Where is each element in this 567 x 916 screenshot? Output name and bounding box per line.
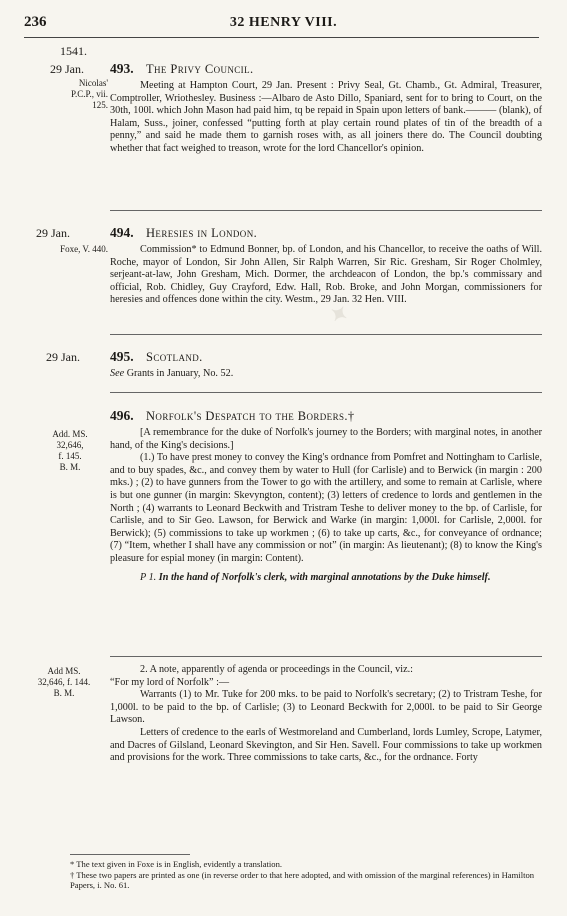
entry-paragraph: Meeting at Hampton Court, 29 Jan. Present : Privy Seal, Gt. Chamb., Gt. Admiral, Treasurer, Comptroller, Wriothesley. Business :—Albaro de Asto Dillo, Spaniard, sent for to bring to Court, on the 30th, 100l. which John Mason had paid him, tq be repaid in Spain upon letters of bank.——— (blank), of Halam, Suss., joiner, confessed “putting forth at play certain round plates of tin of the breadth of a penny,” and said he made them to garnish roses with, as all joiners there do. The Council doubting whether that fact weighed to treason, wrote for the lord Chancellor's opinion. [110,80,542,154]
entry-number: 495. [110,349,134,364]
entry-body [110,368,542,381]
entry-date: 29 Jan. [50,62,84,76]
part-separator [110,656,542,657]
p1-text: In the hand of Norfolk's clerk, with marginal annotations by the Duke himself. [158,571,491,583]
entry-paragraph: Commission* to Edmund Bonner, bp. of London, and his Chancellor, to receive the oaths of Will. Roche, mayor of London, Sir John Allen, Sir Ralph Warren, Sir Ric. Gresham, Sir Roger Cholmley, serjeant-at-law, John Gresham, Mich. Dormer, the archdeacon of London, the bp.'s commissary and official, Rob. Chidley, Guy Crayford, Edw. Hall, Rob. Broke, and John Morgan, commissioners for heresies and offences done within the city. Westm., 29 Jan. 32 Hen. VIII. [110,244,542,306]
year-label: 1541. [60,44,87,58]
entry-reference: Add MS. 32,646, f. 144. B. M. [37,666,91,698]
entry-number: 494. [110,225,134,240]
entry-date: 29 Jan. [36,226,70,240]
p1-label: P 1. [140,571,157,583]
cross-reference: Grants in January, No. 52. [126,368,234,379]
entry-body [110,427,542,584]
entry-separator [110,210,542,211]
see-prefix: See [110,368,125,379]
entry-reference: Foxe, V. 440. [60,244,108,254]
entry-title: Norfolk's Despatch to the Borders.† [146,409,355,423]
header-rule [24,37,539,38]
entry-date: 29 Jan. [46,350,80,364]
entry-number: 493. [110,61,134,76]
part-2-heading: 2. A note, apparently of agenda or proceedings in the Council, viz.: [140,664,414,675]
page-number: 236 [24,14,47,30]
entry-body [110,664,542,765]
entry-intro: [A remembrance for the duke of Norfolk's journey to the Borders; with marginal notes, in another hand, of the King's decisions.] [110,427,542,451]
running-head: 32 HENRY VIII. [229,15,338,30]
entry-reference: Add. MS. 32,646, f. 145. B. M. [52,429,88,472]
entry-body [110,80,542,156]
part-2-warrants: Warrants (1) to Mr. Tuke for 200 mks. to be paid to Norfolk's secretary; (2) to Tristram Teshe, for 1,000l. to be paid to the bp. of Carlisle; (3) to Leonard Beckwith for 2,000l. to be paid to Sir George Lawson. [110,689,542,726]
entry-title: The Privy Council. [146,62,254,76]
footnotes [70,859,550,891]
p1-note [110,572,542,585]
page-header [0,14,567,34]
part-2-letters: Letters of credence to the earls of Westmoreland and Cumberland, lords Lumley, Scrope, Latymer, and Dacres of Gilsland, Leonard Skevington, and Sir Hen. Savell. Four commissions to take up workmen and provisions for the work. Three commissions to take carts, &c., for the ordnance. Forty [110,726,542,764]
footnote-2: † These two papers are printed as one (in reverse order to that here adopted, and with omission of the marginal references) in Hamilton Papers, i. No. 61. [70,869,535,891]
entry-items: (1.) To have prest money to convey the King's ordnance from Pomfret and Nottingham to Carlisle, and to buy spades, &c., and convey them by water to Hull (for Carlisle) and to Berwick (in margin : 200 mks.) ; (2) to have gunners from the Tower to go with the artillery, and some to remain at Carlisle, where is but one gunner (in margin: Skevyngton, content); (3) letters of credence to lords and gentlemen in the North ; (4) warrants to Leonard Beckwith and Tristram Teshe to deliver money to the bp. of Carlisle, for Carlisle, and to Sir Geo. Lawson, for Berwick and Warke (in margin: 1,000l. for Carlisle, 2,000l. for Berwick); (5) commissions to take up workmen ; (6) to take up carts, &c., for conveyance of ordnance; (7) “Item, whether I shall have any commission or not” (in margin: As lieutenant); (8) to know the King's pleasure for espial money (in margin: Content). [110,452,542,564]
entry-number: 496. [110,408,134,423]
entry-title: Scotland. [146,350,203,364]
entry-body [110,244,542,307]
entry-title: Heresies in London. [146,226,258,240]
entry-separator [110,392,542,393]
part-2-quote: “For my lord of Norfolk” :— [110,676,230,688]
footnote-rule [70,854,190,855]
footnote-1: * The text given in Foxe is in English, evidently a translation. [70,859,283,869]
entry-reference: Nicolas' P.C.P., vii. 125. [70,78,108,110]
library-watermark: ✦ [324,297,357,329]
entry-paragraph [110,368,542,381]
entry-separator [110,334,542,335]
